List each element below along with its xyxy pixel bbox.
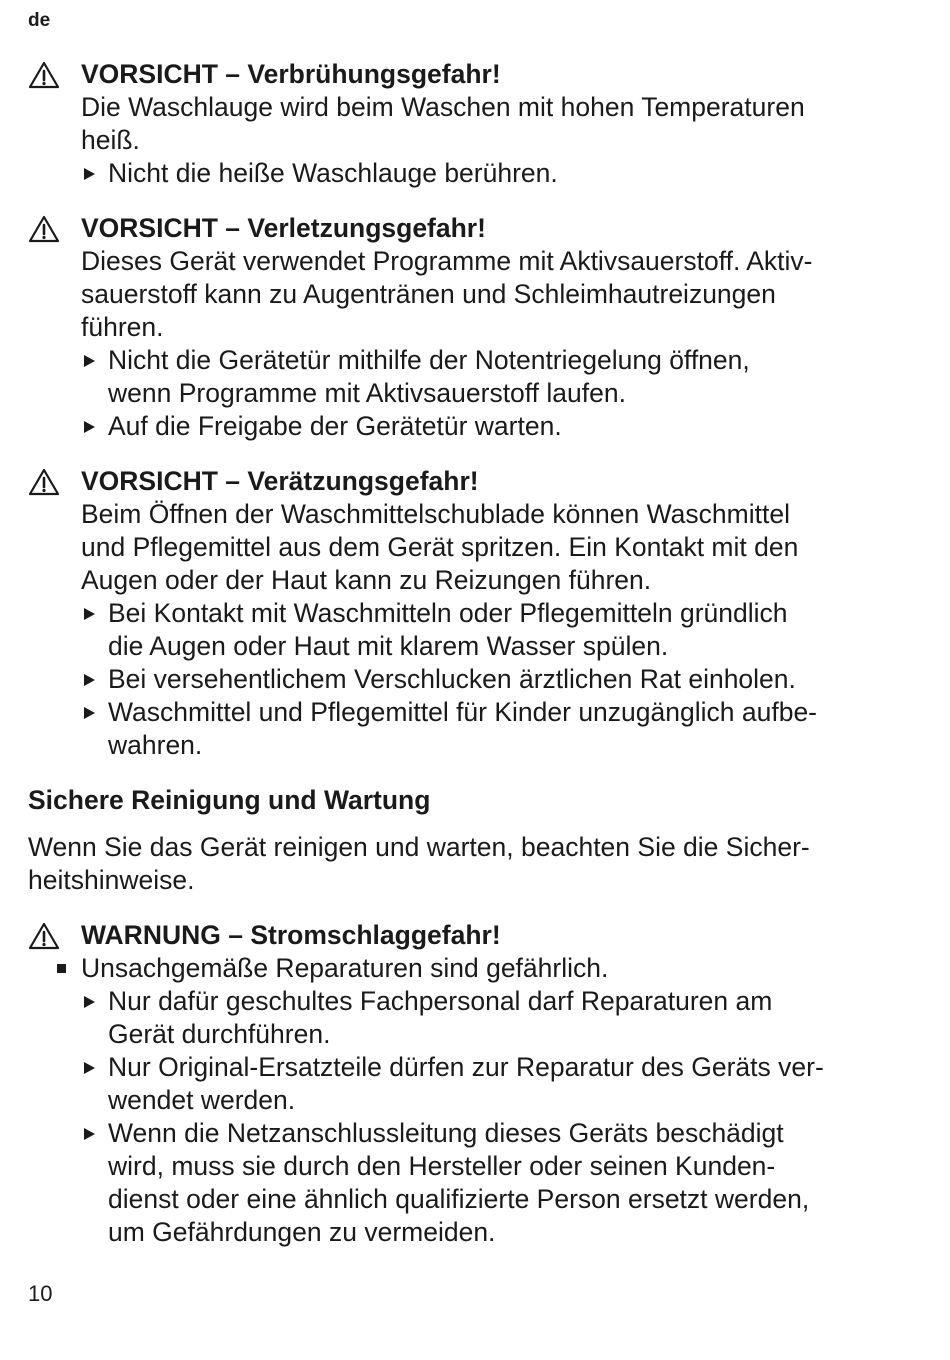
text-line: heitshinweise. xyxy=(28,865,195,895)
instruction-step xyxy=(28,663,898,696)
text-line: Gerät durchführen. xyxy=(108,1019,331,1049)
text-line: Augen oder der Haut kann zu Reizungen führen. xyxy=(81,565,652,595)
warning-title xyxy=(28,919,898,952)
section-paragraph xyxy=(28,831,898,897)
text-line: dienst oder eine ähnlich qualifizierte Person ersetzt werden, xyxy=(108,1184,810,1214)
text-line: Nicht die heiße Waschlauge berühren. xyxy=(108,158,558,188)
text-line: wahren. xyxy=(108,730,203,760)
text-line: Wenn die Netzanschlussleitung dieses Geräts beschädigt xyxy=(108,1118,784,1148)
warning-title-text: VORSICHT – Verbrühungsgefahr! xyxy=(81,59,501,89)
warning-title-text: VORSICHT – Verätzungsgefahr! xyxy=(81,466,479,496)
instruction-step xyxy=(28,985,898,1051)
arrow-right-icon xyxy=(84,1062,95,1074)
text-line: Beim Öffnen der Waschmittelschublade können Waschmittel xyxy=(81,499,790,529)
arrow-right-icon xyxy=(84,1128,95,1140)
arrow-right-icon xyxy=(84,674,95,686)
arrow-right-icon xyxy=(84,355,95,367)
arrow-right-icon xyxy=(84,608,95,620)
page-number: 10 xyxy=(28,1281,53,1306)
warning-description xyxy=(28,245,898,344)
language-code: de xyxy=(28,10,51,31)
text-line: Die Waschlauge wird beim Waschen mit hohen Temperaturen xyxy=(81,92,805,122)
warning-block xyxy=(28,919,898,1249)
section-heading: Sichere Reinigung und Wartung xyxy=(28,785,431,815)
arrow-right-icon xyxy=(84,707,95,719)
text-line: führen. xyxy=(81,312,164,342)
warning-title xyxy=(28,465,898,498)
instruction-step xyxy=(28,157,898,190)
warning-description xyxy=(28,91,898,157)
square-bullet-icon xyxy=(57,964,66,973)
text-line: Bei Kontakt mit Waschmitteln oder Pflegemitteln gründlich xyxy=(108,598,788,628)
instruction-step xyxy=(28,410,898,443)
bullet-text: Unsachgemäße Reparaturen sind gefährlich. xyxy=(81,953,609,983)
instruction-step xyxy=(28,1117,898,1249)
arrow-right-icon xyxy=(84,168,95,180)
text-line: und Pflegemittel aus dem Gerät spritzen. Ein Kontakt mit den xyxy=(81,532,799,562)
warning-triangle-icon xyxy=(28,215,60,243)
warning-triangle-icon xyxy=(28,61,60,89)
text-line: wendet werden. xyxy=(108,1085,296,1115)
text-line: Nicht die Gerätetür mithilfe der Notentriegelung öffnen, xyxy=(108,345,750,375)
text-line: Dieses Gerät verwendet Programme mit Aktivsauerstoff. Aktiv- xyxy=(81,246,813,276)
warning-title xyxy=(28,212,898,245)
warning-block xyxy=(28,212,898,443)
text-line: sauerstoff kann zu Augentränen und Schleimhautreizungen xyxy=(81,279,776,309)
warning-description xyxy=(28,498,898,597)
warning-title-text: VORSICHT – Verletzungsgefahr! xyxy=(81,213,486,243)
text-line: Auf die Freigabe der Gerätetür warten. xyxy=(108,411,562,441)
text-line: Nur Original-Ersatzteile dürfen zur Reparatur des Geräts ver- xyxy=(108,1052,824,1082)
bullet-item xyxy=(28,952,898,985)
text-line: Bei versehentlichem Verschlucken ärztlichen Rat einholen. xyxy=(108,664,796,694)
warning-triangle-icon xyxy=(28,468,60,496)
text-line: wenn Programme mit Aktivsauerstoff laufen. xyxy=(108,378,626,408)
arrow-right-icon xyxy=(84,996,95,1008)
page-content xyxy=(28,58,898,1271)
warning-block xyxy=(28,58,898,190)
instruction-step xyxy=(28,344,898,410)
text-line: um Gefährdungen zu vermeiden. xyxy=(108,1217,496,1247)
text-line: die Augen oder Haut mit klarem Wasser spülen. xyxy=(108,631,669,661)
text-line: Wenn Sie das Gerät reinigen und warten, beachten Sie die Sicher- xyxy=(28,832,810,862)
text-line: wird, muss sie durch den Hersteller oder seinen Kunden- xyxy=(108,1151,776,1181)
instruction-step xyxy=(28,1051,898,1117)
text-line: Nur dafür geschultes Fachpersonal darf Reparaturen am xyxy=(108,986,773,1016)
text-line: heiß. xyxy=(81,125,140,155)
warning-triangle-icon xyxy=(28,922,60,950)
instruction-step xyxy=(28,696,898,762)
warning-title xyxy=(28,58,898,91)
warning-block xyxy=(28,465,898,762)
arrow-right-icon xyxy=(84,421,95,433)
instruction-step xyxy=(28,597,898,663)
warning-title-text: WARNUNG – Stromschlaggefahr! xyxy=(81,920,501,950)
text-line: Waschmittel und Pflegemittel für Kinder unzugänglich aufbe- xyxy=(108,697,818,727)
